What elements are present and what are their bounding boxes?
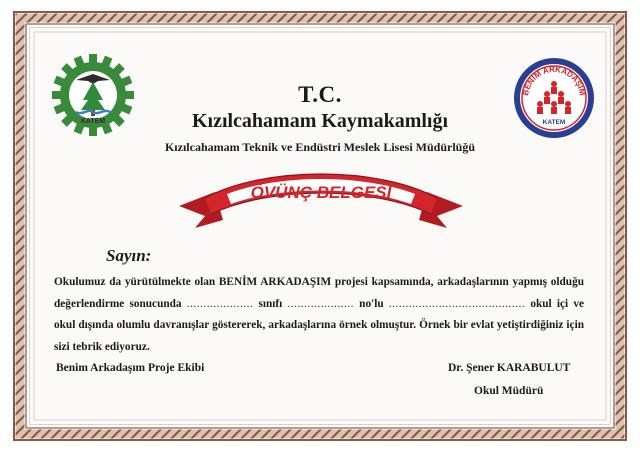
certificate-title: ÖVÜNÇ BELGESİ — [250, 183, 392, 202]
tc-heading: T.C. — [298, 82, 342, 107]
right-logo-bottom-text: KATEM — [542, 119, 566, 126]
katem-logo-text: KATEM — [80, 118, 106, 125]
body-part-2: sınıfı — [258, 297, 283, 310]
body-part-1: Okulumuz da yürütülmekte olan BENİM ARKADAŞIM projesi kapsamında, arkadaşlarının yapmış olduğu değerlendirme sonucunda — [54, 276, 584, 310]
blank-class: .................... — [186, 297, 254, 310]
right-logo-top-text: BENİM ARKADAŞIM — [521, 64, 587, 97]
signer-name: Dr. Şener KARABULUT — [448, 362, 571, 374]
title-ribbon — [175, 162, 467, 234]
signer-title: Okul Müdürü — [474, 385, 544, 397]
governorate-heading: Kızılcahamam Kaymakamlığı — [191, 110, 449, 132]
blank-name: ......................................... — [388, 297, 526, 310]
body-part-4: okul içi ve okul dışında olumlu davranışlar göstererek, arkadaşlarına örnek olmuştur. Örnek bir evlat yetiştirdiğiniz için sizi tebrik ediyoruz. — [54, 297, 584, 353]
school-name: Kızılcahamam Teknik ve Endüstri Meslek Lisesi Müdürlüğü — [164, 140, 476, 154]
body-part-3: no'lu — [359, 297, 384, 310]
project-team: Benim Arkadaşım Proje Ekibi — [56, 362, 205, 374]
salutation: Sayın: — [106, 246, 152, 265]
blank-class-2: .................... — [287, 297, 354, 310]
certificate-body — [54, 272, 584, 358]
